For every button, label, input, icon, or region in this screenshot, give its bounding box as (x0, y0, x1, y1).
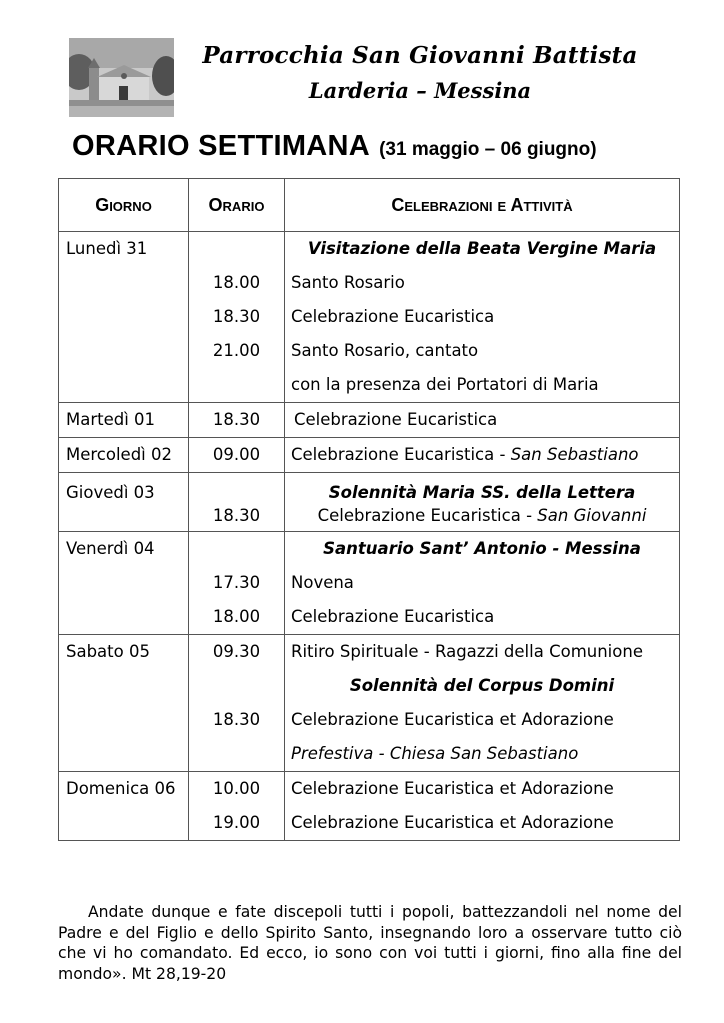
activity-label: Ritiro Spirituale - Ragazzi della Comunione (291, 642, 643, 661)
activity-cell (285, 232, 680, 403)
activity-cell (285, 635, 680, 772)
time-label: 18.00 (212, 607, 261, 626)
day-cell (59, 403, 189, 438)
activity-text: Celebrazione Eucaristica (291, 445, 495, 464)
day-label: Sabato 05 (66, 642, 150, 661)
activity-label: Celebrazione Eucaristica et Adorazione (291, 779, 614, 798)
header-activities: Celebrazioni e Attività (285, 179, 680, 232)
time-cell (189, 473, 285, 532)
time-label: 18.30 (212, 506, 261, 525)
time-label: 18.30 (212, 307, 261, 326)
time-label (189, 669, 284, 703)
activity-label: Santo Rosario (291, 273, 405, 292)
activity-text: Celebrazione Eucaristica (317, 506, 521, 525)
time-label (189, 737, 284, 771)
schedule-table (58, 178, 680, 841)
table-row (59, 532, 680, 635)
day-label: Martedì 01 (66, 410, 156, 429)
time-cell (189, 532, 285, 635)
time-cell (189, 403, 285, 438)
feast-label: Solennità Maria SS. della Lettera (328, 483, 636, 502)
time-label: 21.00 (212, 341, 261, 360)
table-row (59, 772, 680, 841)
time-label: 18.30 (212, 710, 261, 729)
activity-label: Celebrazione Eucaristica (291, 307, 495, 326)
time-label (189, 532, 284, 566)
time-label: 09.30 (212, 642, 261, 661)
title-main: ORARIO SETTIMANA (72, 130, 371, 162)
time-label: 19.00 (212, 813, 261, 832)
activity-cell (285, 438, 680, 473)
title-date-range: (31 maggio – 06 giugno) (379, 139, 597, 160)
time-label: 09.00 (212, 445, 261, 464)
activity-label: Celebrazione Eucaristica - San Sebastiano (291, 445, 639, 464)
activity-label: Celebrazione Eucaristica - San Giovanni (317, 506, 647, 525)
time-cell (189, 438, 285, 473)
activity-cell (285, 532, 680, 635)
time-cell (189, 635, 285, 772)
feast-label: Solennità del Corpus Domini (349, 676, 615, 695)
time-cell (189, 232, 285, 403)
header-day: Giorno (59, 179, 189, 232)
activity-label: Celebrazione Eucaristica et Adorazione (291, 813, 614, 832)
location-label: San Sebastiano (510, 445, 639, 464)
activity-label: Celebrazione Eucaristica et Adorazione (291, 710, 614, 729)
day-label: Mercoledì 02 (66, 445, 173, 464)
activity-label: con la presenza dei Portatori di Maria (291, 375, 599, 394)
gospel-quote: Andate dunque e fate discepoli tutti i popoli, battezzandoli nel nome del Padre e del Figlio e dello Spirito Santo, insegnando loro a osservare tutto ciò che vi ho comandato. Ed ecco, io sono con voi tutti i giorni, fino alla fine del mondo». Mt 28,19-20 (58, 903, 682, 983)
day-label: Domenica 06 (66, 779, 176, 798)
time-label: 17.30 (212, 573, 261, 592)
table-header-row (59, 179, 680, 232)
parish-name: Parrocchia San Giovanni Battista (202, 42, 638, 69)
activity-cell (285, 473, 680, 532)
day-cell (59, 473, 189, 532)
header-time: Orario (189, 179, 285, 232)
schedule-title (72, 130, 597, 163)
time-label (189, 473, 284, 501)
table-row (59, 473, 680, 532)
activity-label: Celebrazione Eucaristica (294, 410, 498, 429)
table-row (59, 635, 680, 772)
activity-note: Prefestiva - Chiesa San Sebastiano (291, 744, 579, 763)
day-label: Giovedì 03 (66, 483, 155, 502)
feast-label: Visitazione della Beata Vergine Maria (307, 239, 657, 258)
activity-cell (285, 403, 680, 438)
time-label: 18.00 (212, 273, 261, 292)
location-label: San Giovanni (537, 506, 647, 525)
day-cell (59, 532, 189, 635)
day-cell (59, 772, 189, 841)
time-label: 10.00 (212, 779, 261, 798)
time-label (189, 368, 284, 402)
table-row (59, 438, 680, 473)
day-label: Lunedì 31 (66, 239, 148, 258)
day-label: Venerdì 04 (66, 539, 155, 558)
activity-label: Novena (291, 573, 354, 592)
day-cell (59, 438, 189, 473)
activity-label: Celebrazione Eucaristica (291, 607, 495, 626)
activity-label: Santo Rosario, cantato (291, 341, 479, 360)
table-row (59, 232, 680, 403)
activity-cell (285, 772, 680, 841)
day-cell (59, 635, 189, 772)
church-photo (69, 38, 174, 117)
time-cell (189, 772, 285, 841)
day-cell (59, 232, 189, 403)
table-row (59, 403, 680, 438)
parish-location: Larderia – Messina (308, 78, 532, 103)
feast-label: Santuario Sant’ Antonio - Messina (323, 539, 641, 558)
time-label (189, 232, 284, 266)
time-label: 18.30 (212, 410, 261, 429)
